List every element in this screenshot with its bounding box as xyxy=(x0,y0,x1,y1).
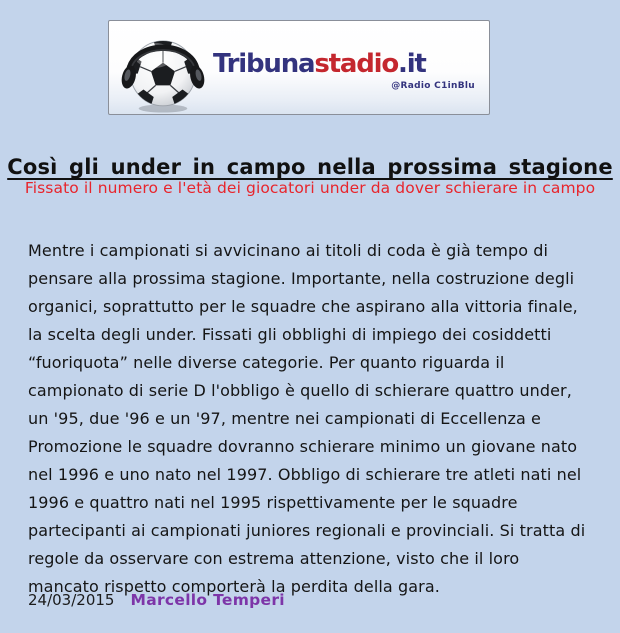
logo-tagline: @Radio C1inBlu xyxy=(391,80,475,91)
logo-brand-part3: .it xyxy=(398,48,426,79)
logo-brand-part1: Tribuna xyxy=(213,48,315,79)
article-date: 24/03/2015 xyxy=(28,591,115,609)
article-footer xyxy=(28,591,285,609)
article-author: Marcello Temperi xyxy=(130,591,285,609)
article-subtitle: Fissato il numero e l'età dei giocatori under da dover schierare in campo xyxy=(24,179,596,197)
article-body-text: Mentre i campionati si avvicinano ai titoli di coda è già tempo di pensare alla prossima stagione. Importante, nella costruzione degli organici, soprattutto per le squadre che aspirano alla vittoria finale, la scelta degli under. Fissati gli obblighi di impiego dei cosiddetti “fuoriquota” nelle diverse categorie. Per quanto riguarda il campionato di serie D l'obbligo è quello di schierare quattro under, un '95, due '96 e un '97, mentre nei campionati di Eccellenza e Promozione le squadre dovranno schierare minimo un giovane nato nel 1996 e uno nato nel 1997. Obbligo di schierare tre atleti nati nel 1996 e quattro nati nel 1995 rispettivamente per le squadre partecipanti ai campionati juniores regionali e provinciali. Si tratta di regole da osservare con estrema attenzione, visto che il loro mancato rispetto comporterà la perdita della gara. xyxy=(28,241,586,596)
article-title: Così gli under in campo nella prossima stagione xyxy=(7,155,613,180)
soccer-ball-with-headphones-icon xyxy=(111,23,215,113)
logo-brand-part2: stadio xyxy=(314,48,399,79)
logo-text xyxy=(213,45,479,91)
site-logo[interactable] xyxy=(108,20,490,115)
logo-brand xyxy=(213,48,426,79)
